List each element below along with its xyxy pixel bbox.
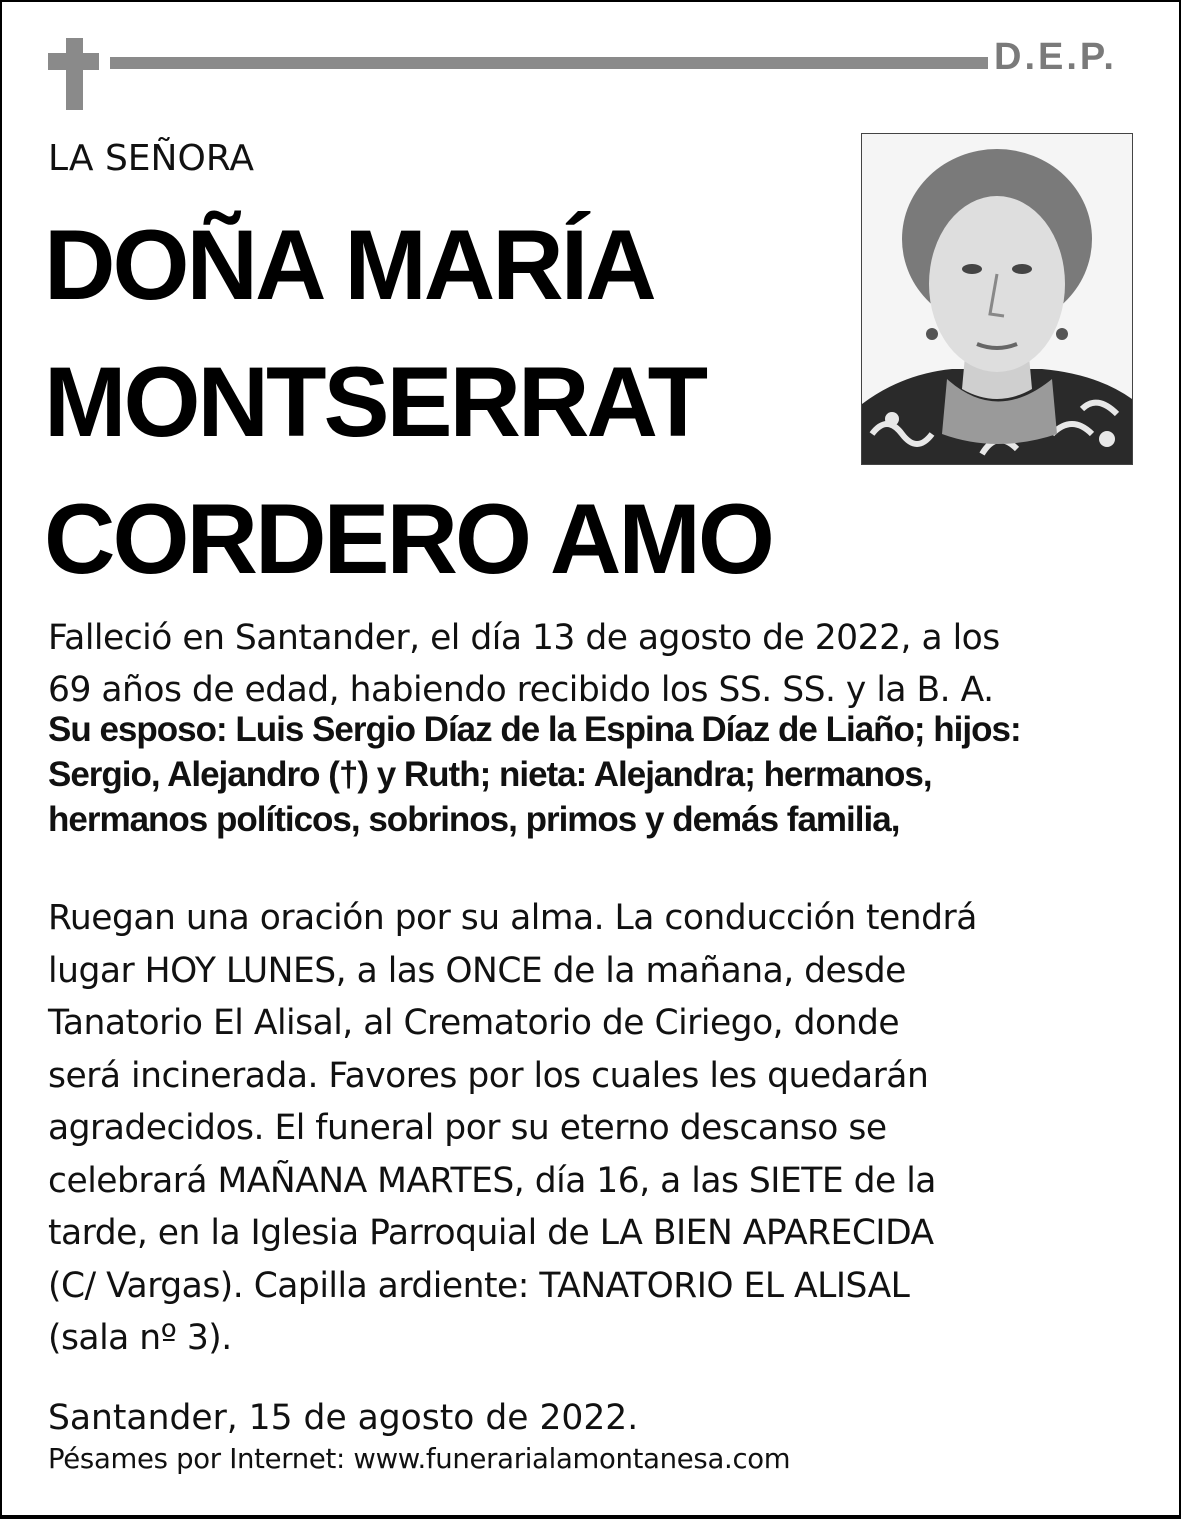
- pre-title: LA SEÑORA: [48, 138, 254, 179]
- name-line: CORDERO AMO: [44, 483, 772, 594]
- name-line: MONTSERRAT: [44, 346, 706, 457]
- text-line: Sergio, Alejandro (†) y Ruth; nieta: Alejandra; hermanos,: [48, 755, 932, 794]
- condolences-web: Pésames por Internet: www.funerarialamontanesa.com: [48, 1443, 791, 1475]
- text-line: lugar HOY LUNES, a las ONCE de la mañana, desde: [48, 950, 906, 991]
- text-line: (sala nº 3).: [48, 1318, 232, 1358]
- dateline: Santander, 15 de agosto de 2022.: [48, 1398, 639, 1438]
- text-line: 69 años de edad, habiendo recibido los SS. SS. y la B. A.: [48, 670, 994, 710]
- family-paragraph: [48, 707, 1148, 842]
- text-line: Falleció en Santander, el día 13 de agosto de 2022, a los: [48, 618, 1000, 658]
- portrait-photo: [861, 133, 1133, 465]
- deceased-name: [44, 196, 844, 607]
- text-line: celebrará MAÑANA MARTES, día 16, a las SIETE de la: [48, 1160, 936, 1201]
- dep-label: D.E.P.: [994, 36, 1117, 78]
- text-line: hermanos políticos, sobrinos, primos y demás familia,: [48, 800, 900, 839]
- text-line: será incinerada. Favores por los cuales les quedarán: [48, 1055, 929, 1096]
- text-line: Tanatorio El Alisal, al Crematorio de Ciriego, donde: [48, 1003, 900, 1043]
- name-line: DOÑA MARÍA: [44, 209, 654, 320]
- text-line: Ruegan una oración por su alma. La conducción tendrá: [48, 898, 977, 938]
- details-paragraph: [48, 892, 1148, 1365]
- intro-paragraph: [48, 612, 1148, 716]
- header-rule: [110, 57, 988, 69]
- text-line: tarde, en la Iglesia Parroquial de LA BIEN APARECIDA: [48, 1213, 934, 1253]
- text-line: (C/ Vargas). Capilla ardiente: TANATORIO EL ALISAL: [48, 1265, 910, 1306]
- text-line: agradecidos. El funeral por su eterno descanso se: [48, 1108, 887, 1148]
- header: [0, 0, 1181, 120]
- text-line: Su esposo: Luis Sergio Díaz de la Espina Díaz de Liaño; hijos:: [48, 710, 1021, 749]
